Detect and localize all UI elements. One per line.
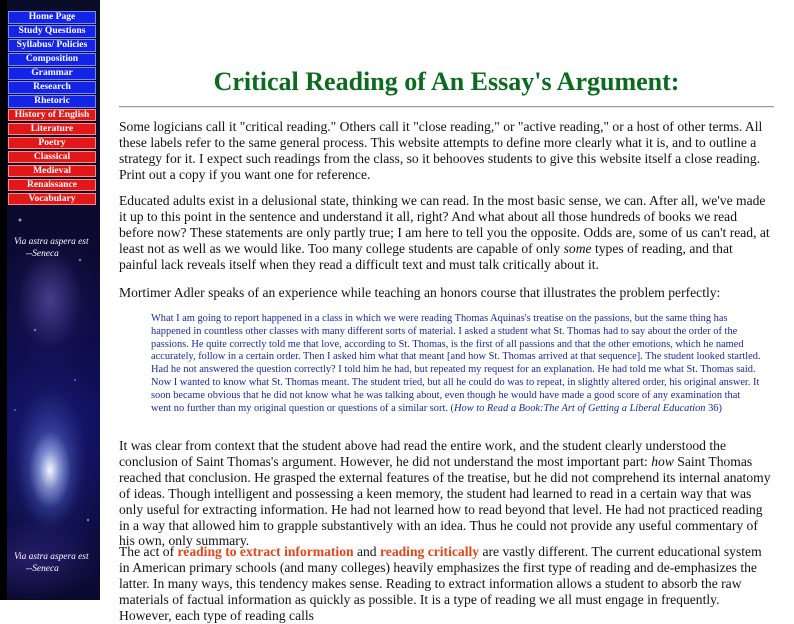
quote-citation-title: How to Read a Book:The Art of Getting a Liberal Education [454, 402, 706, 414]
nav-item-study-questions[interactable]: Study Questions [8, 25, 96, 38]
nav-item-classical[interactable]: Classical [8, 151, 96, 164]
nav-item-renaissance[interactable]: Renaissance [8, 179, 96, 192]
emphasis-text: how [651, 453, 674, 469]
sidebar [0, 0, 100, 600]
nav-item-grammar[interactable]: Grammar [8, 67, 96, 80]
nav-item-rhetoric[interactable]: Rhetoric [8, 95, 96, 108]
paragraph-student-analysis [119, 438, 774, 549]
nav-item-syllabus-policies[interactable]: Syllabus/ Policies [8, 39, 96, 52]
paragraph-text: The act of [119, 544, 178, 559]
nav-item-poetry[interactable]: Poetry [8, 137, 96, 150]
nav-item-home-page[interactable]: Home Page [8, 11, 96, 24]
nav-item-vocabulary[interactable]: Vocabulary [8, 193, 96, 206]
paragraph-intro: Some logicians call it "critical reading." Others call it "close reading," or "active reading," or a host of other terms. All these labels refer to the same general process. This website attempts to define more clearly what it is, and to outline a strategy for it. I expect such readings from the class, so it behooves students to give this website itself a close reading. Print out a copy if you want one for reference. [119, 119, 763, 182]
paragraph-educated-adults [119, 193, 774, 273]
paragraph-text: and [353, 544, 380, 559]
sidebar-quote-upper [14, 236, 100, 260]
sidebar-quote-lower [14, 551, 100, 575]
page-title: Critical Reading of An Essay's Argument: [213, 67, 680, 96]
reading-critically-link[interactable]: reading critically [380, 544, 480, 559]
nav-item-history-of-english[interactable]: History of English [8, 109, 96, 122]
nav-item-research[interactable]: Research [8, 81, 96, 94]
sidebar-quote-line: Via astra aspera est [14, 237, 89, 247]
main-content [119, 0, 774, 623]
paragraph-text: types of reading, and that painful lack reveals itself when they read a difficult text and must talk critically about it. [119, 240, 733, 272]
paragraph-text: Educated adults exist in a delusional state, thinking we can read. In the most basic sense, we can. After all, we've made it up to this point in the sentence and understand it all, right? And what about all those hundreds of books we read before now? These statements are only partly true; I am here to tell you the opposite. Odds are, some of us can't read, at least not as well as we would like. Too many college students are capable of only [119, 193, 770, 256]
sidebar-quote-author: --Seneca [26, 249, 59, 259]
reading-to-extract-information-link[interactable]: reading to extract information [177, 544, 354, 559]
emphasis-text: some [563, 240, 592, 256]
paragraph-text: It was clear from context that the student above had read the entire work, and the student clearly understood the conclusion of Saint Thomas's argument. However, he did not understand the most important part: [119, 438, 726, 469]
title-divider [119, 106, 774, 108]
sidebar-edge-stripe [0, 0, 7, 600]
nav-item-composition[interactable]: Composition [8, 53, 96, 66]
paragraph-adler-intro: Mortimer Adler speaks of an experience while teaching an honors course that illustrates the problem perfectly: [119, 285, 721, 300]
nav-item-literature[interactable]: Literature [8, 123, 96, 136]
paragraph-text: Saint Thomas reached that conclusion. He grasped the external features of the treatise, but he did not comprehend its internal anatomy of ideas. Though intelligent and possessing a keen memory, the student had learned to read in a certain way that was only useful for extracting information. He had not learned how to read beyond that level. He had not practiced reading in a way that allowed him to grapple substantively with an idea. Thus he could not provide any useful commentary of his own, only summary. [119, 453, 771, 549]
sidebar-quote-author: --Seneca [26, 564, 59, 574]
quote-text: What I am going to report happened in a class in which we were reading Thomas Aquinas's treatise on the passions, but the same thing has happened in countless other classes with many different sorts of material. I asked a student what St. Thomas had to say about the order of the passions. He quite correctly told me that love, according to St. Thomas, is the first of all passions and that the other emotions, which he named accurately, follow in a certain order. Then I asked him what that meant [and how St. Thomas arrived at that sequence]. The student looked startled. Had he not answered the question correctly? I told him he had, but repeated my request for an explanation. He had told me what St. Thomas said. Now I wanted to know what St. Thomas meant. The student tried, but all he could do was to repeat, in slightly altered order, his original answer. It soon became obvious that he did not know what he was talking about, even though he would have made a good score of any examination that went no further than my original question or questions of a similar sort. ( [151, 313, 761, 414]
paragraph-text: are vastly different. The current educational system in American primary schools (and many colleges) heavily emphasizes the first type of reading and de-emphasizes the latter. In many ways, this tendency makes sense. Reading to extract information allows a student to absorb the raw materials of factual information as quickly as possible. It is a type of reading we all must engage in frequently. However, each type of reading calls [119, 544, 762, 623]
paragraph-reading-types [119, 544, 774, 624]
adler-quote-block [151, 313, 763, 415]
nav-item-medieval[interactable]: Medieval [8, 165, 96, 178]
sidebar-quote-line: Via astra aspera est [14, 552, 89, 562]
quote-citation-page: 36) [705, 402, 722, 414]
sidebar-nav [8, 11, 96, 207]
